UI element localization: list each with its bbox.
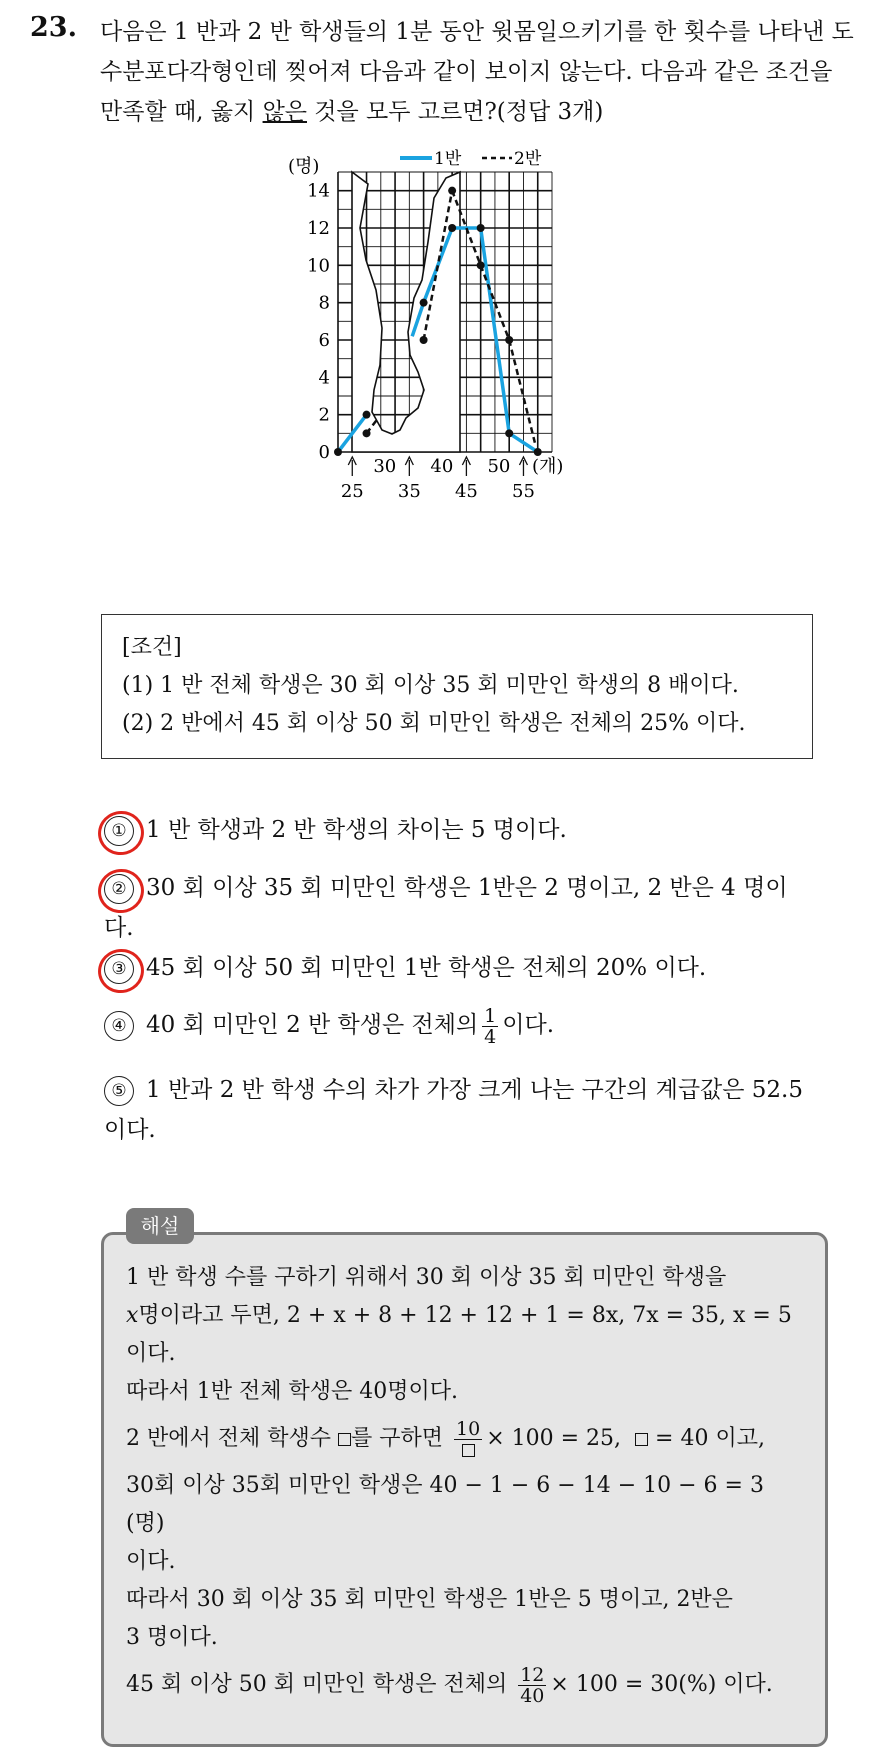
option-2-mark: ② xyxy=(104,874,134,904)
solution-line-10: 45 회 이상 50 회 미만인 학생은 전체의 $\frac{12}{40}$ × 100 = 30(%) 이다. xyxy=(126,1663,773,1707)
y-tick-label: 8 xyxy=(318,292,330,314)
x-tick-label-top: 50 xyxy=(487,456,511,477)
question-text xyxy=(100,12,860,132)
legend-label-2: 2반 xyxy=(514,149,542,169)
solution-line-5: 2 반에서 전체 학생수 를 구하면 10 × 100 = 25, = 40 이고, xyxy=(126,1411,803,1467)
torn-area xyxy=(352,172,460,452)
series-line-partial-2 xyxy=(509,340,535,443)
condition-1: (1) 1 반 전체 학생은 30 회 이상 35 회 미만인 학생의 8 배이다. xyxy=(122,673,739,698)
option-3-mark: ③ xyxy=(104,954,134,984)
x-tick-label-bottom: 55 xyxy=(512,481,535,502)
option-1-mark: ① xyxy=(104,816,134,846)
question-line1: 다음은 1 반과 2 반 학생들의 1분 동안 윗몸일으키기를 한 횟수를 나타낸 도수분포다각형인데 찢어져 다음과 같이 보이지 않는다. 다음과 같은 조건을 만족할 때, 옳지 xyxy=(100,19,854,125)
conditions-box xyxy=(101,614,813,759)
y-axis-unit: (명) xyxy=(288,156,320,177)
y-tick-label: 10 xyxy=(307,255,330,277)
solution-line-7: 이다. xyxy=(126,1549,176,1574)
question-number: 23. xyxy=(30,12,77,43)
legend xyxy=(400,149,542,169)
data-point-series-2 xyxy=(505,336,513,344)
data-point-series-2 xyxy=(420,336,428,344)
option-1[interactable] xyxy=(104,810,864,850)
data-point-series-1 xyxy=(420,299,428,307)
x-tick-label-bottom: 45 xyxy=(454,481,478,502)
frequency-polygon-chart xyxy=(288,149,600,530)
option-4-fraction: $\frac{1}{4}$ xyxy=(484,1004,497,1048)
data-point-series-2 xyxy=(363,429,371,437)
option-2-text: 30 회 이상 35 회 미만인 학생은 1반은 2 명이고, 2 반은 4 명이다. xyxy=(104,875,788,941)
x-tick-label-bottom: 25 xyxy=(340,481,364,502)
option-3[interactable] xyxy=(104,948,864,988)
x-tick-label-top: 30 xyxy=(373,456,397,477)
y-tick-label: 6 xyxy=(318,330,330,351)
option-2[interactable] xyxy=(104,868,794,948)
option-4-post: 이다. xyxy=(502,1012,555,1038)
option-5-text: 1 반과 2 반 학생 수의 차가 가장 크게 나는 구간의 계급값은 52.5 이다. xyxy=(104,1077,804,1143)
solution-line-6: 30회 이상 35회 미만인 학생은 40 − 1 − 6 − 14 − 10 − 6 = 3 (명) xyxy=(126,1473,764,1536)
box-symbol xyxy=(635,1433,648,1446)
solution-line-9: 3 명이다. xyxy=(126,1625,218,1650)
data-point-series-1 xyxy=(477,224,485,232)
option-5-mark: ⑤ xyxy=(104,1076,134,1106)
data-point-series-1 xyxy=(448,224,456,232)
solution-line-1: 1 반 학생 수를 구하기 위해서 30 회 이상 35 회 미만인 학생을 xyxy=(126,1265,727,1290)
option-1-text: 1 반 학생과 2 반 학생의 차이는 5 명이다. xyxy=(146,817,567,843)
option-4[interactable] xyxy=(104,1005,864,1047)
data-point-series-1 xyxy=(534,448,542,456)
solution-box xyxy=(101,1232,828,1747)
x-tick-label-top: 40 xyxy=(430,456,454,477)
solution-line-2: x명이라고 두면, 2 + x + 8 + 12 + 12 + 1 = 8x, 7x = 35, x = 5 xyxy=(126,1303,792,1328)
solution-line-3: 이다. xyxy=(126,1341,176,1366)
x-axis-unit: (개) xyxy=(532,456,564,477)
option-3-text: 45 회 이상 50 회 미만인 1반 학생은 전체의 20% 이다. xyxy=(146,955,707,981)
data-point-series-1 xyxy=(334,448,342,456)
y-tick-label: 0 xyxy=(318,442,330,463)
data-point-series-2 xyxy=(448,187,456,195)
solution-line-4: 따라서 1반 전체 학생은 40명이다. xyxy=(126,1379,458,1404)
underlined-word: 않은 xyxy=(262,99,307,125)
solution-line-8: 따라서 30 회 이상 35 회 미만인 학생은 1반은 5 명이고, 2반은 xyxy=(126,1587,733,1612)
data-point-series-1 xyxy=(505,429,513,437)
option-4-pre: 40 회 미만인 2 반 학생은 전체의 xyxy=(146,1012,479,1038)
conditions-title: [조건] xyxy=(122,635,182,660)
data-point-series-2 xyxy=(477,261,485,269)
x-tick-label-bottom: 35 xyxy=(397,481,421,502)
option-5[interactable] xyxy=(104,1070,804,1150)
y-tick-label: 14 xyxy=(307,180,330,202)
y-tick-label: 4 xyxy=(318,367,330,389)
legend-label-1: 1반 xyxy=(434,149,462,169)
box-symbol xyxy=(338,1433,351,1446)
solution-badge: 해설 xyxy=(126,1208,194,1244)
data-point-series-1 xyxy=(363,411,371,419)
condition-2: (2) 2 반에서 45 회 이상 50 회 미만인 학생은 전체의 25% 이다. xyxy=(122,711,746,736)
question-line2: 것을 모두 고르면?(정답 3개) xyxy=(307,99,604,125)
y-tick-label: 12 xyxy=(307,218,330,239)
y-tick-label: 2 xyxy=(318,404,330,426)
option-4-mark: ④ xyxy=(104,1011,134,1041)
